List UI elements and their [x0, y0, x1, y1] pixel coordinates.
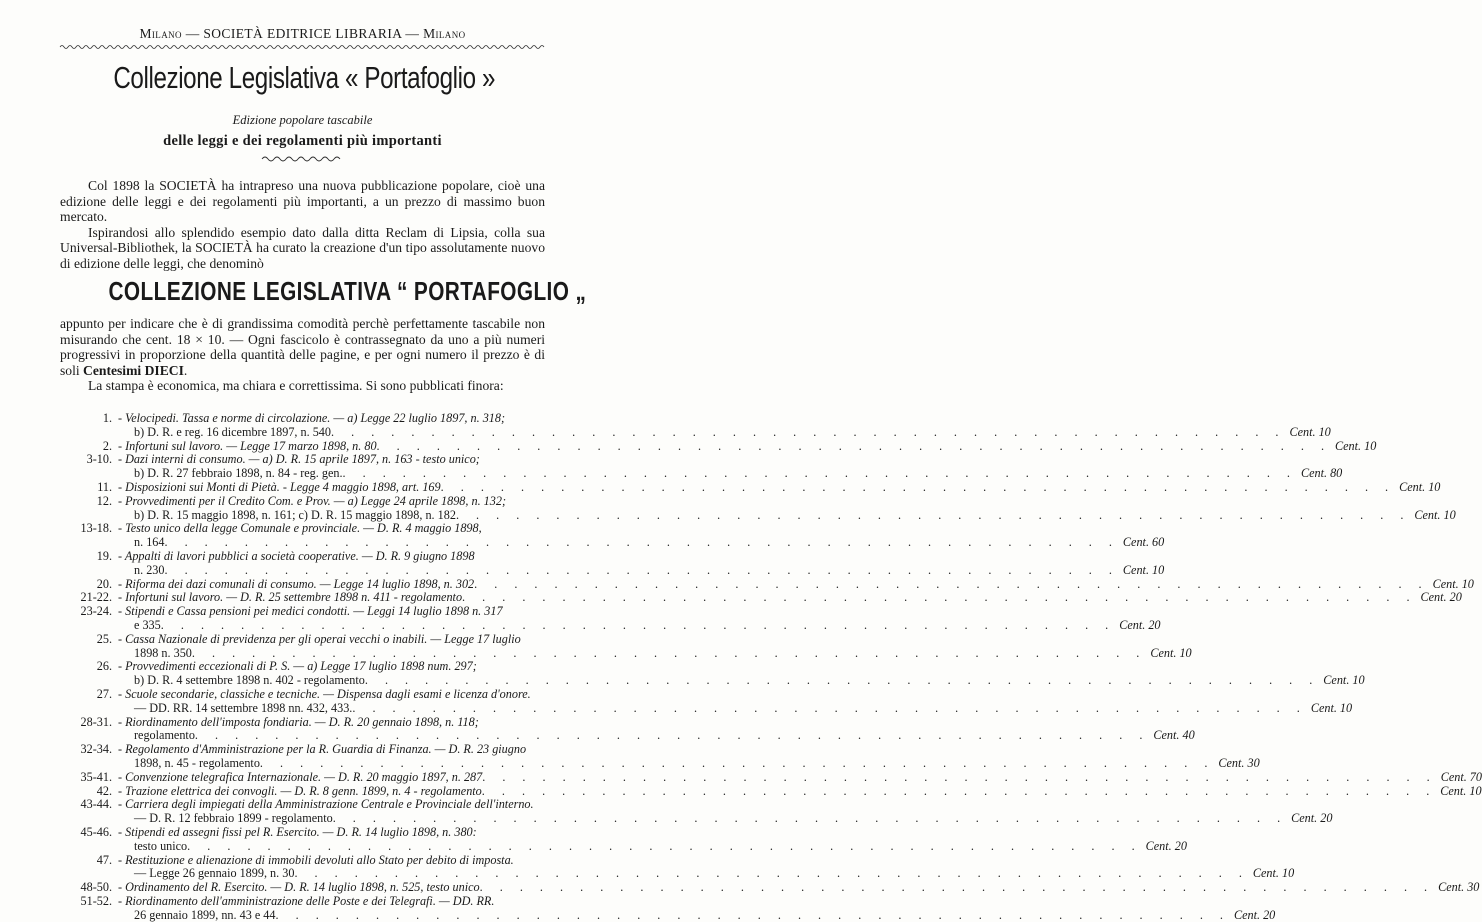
dot-leader: . . . . . . . . . . . . . . . . . . . . . . . . . . . . . . . . . . . . . . . . . . . . . . . . — [187, 838, 1142, 853]
item-detail: b) D. R. 4 settembre 1898 n. 402 - regolamento — [134, 673, 365, 688]
dot-leader: . . . . . . . . . . . . . . . . . . . . . . . . . . . . . . . . . . . . . . . . . . . . . . . . — [331, 424, 1286, 439]
item-number — [60, 840, 118, 854]
item-price: Cent. 40 — [1153, 728, 1195, 743]
dot-leader: . . . . . . . . . . . . . . . . . . . . . . . . . . . . . . . . . . . . . . . . . . . . . . . . — [164, 562, 1119, 577]
item-number — [60, 757, 118, 771]
dot-leader: . . . . . . . . . . . . . . . . . . . . . . . . . . . . . . . . . . . . . . . . . . . . . . . . — [364, 673, 1320, 688]
list-item — [60, 880, 1480, 895]
item-detail: 26 gennaio 1899, nn. 43 e 44 — [134, 907, 276, 922]
item-detail: - Infortuni sul lavoro. — D. R. 25 settembre 1898 n. 411 - regolamento — [118, 590, 463, 605]
item-number: 23-24. — [80, 604, 112, 619]
list-item — [60, 686, 1353, 716]
item-number: 45-46. — [80, 824, 112, 839]
item-detail: — DD. RR. 14 settembre 1898 nn. 432, 433. — [134, 700, 353, 715]
dot-leader: . . . . . . . . . . . . . . . . . . . . . . . . . . . . . . . . . . . . . . . . . . . . . . . . — [191, 645, 1147, 660]
dot-leader: . . . . . . . . . . . . . . . . . . . . . . . . . . . . . . . . . . . . . . . . . . . . . . . . — [332, 811, 1288, 826]
item-number: 1. — [102, 411, 112, 425]
item-detail: e 335 — [134, 617, 161, 632]
item-title: - Stipendi ed assegni fissi pel R. Esercito. — D. R. 14 luglio 1898, n. 380: — [118, 824, 477, 839]
header-city-left: Milano — [139, 26, 182, 41]
dot-leader: . . . . . . . . . . . . . . . . . . . . . . . . . . . . . . . . . . . . . . . . . . . . . . . . — [275, 907, 1230, 922]
list-item — [60, 742, 1260, 771]
wavy-rule — [60, 44, 545, 50]
list-item — [60, 852, 1295, 882]
item-number: 21-22. — [80, 590, 112, 605]
dot-leader: . . . . . . . . . . . . . . . . . . . . . . . . . . . . . . . . . . . . . . . . . . . . . . . . — [259, 755, 1215, 770]
item-detail: b) D. R. 15 maggio 1898, n. 161; c) D. R. 15 maggio 1898, n. 182 — [134, 507, 456, 522]
item-detail: - Convenzione telegrafica Internazionale. — D. R. 20 maggio 1897, n. 287 — [118, 769, 483, 784]
item-price: Cent. 30 — [1438, 880, 1480, 895]
collection-big-title: COLLEZIONE LEGISLATIVA “ PORTAFOGLIO „ — [108, 276, 587, 306]
item-number — [60, 729, 118, 743]
item-price: Cent. 10 — [1432, 576, 1474, 591]
item-price: Cent. 10 — [1150, 645, 1192, 660]
item-number: 42. — [96, 783, 112, 798]
item-detail: - Disposizioni sui Monti di Pietà. - Legge 4 maggio 1898, art. 169 — [118, 479, 441, 494]
dot-leader: . . . . . . . . . . . . . . . . . . . . . . . . . . . . . . . . . . . . . . . . . . . . . . . . — [455, 507, 1411, 522]
dot-leader: . . . . . . . . . . . . . . . . . . . . . . . . . . . . . . . . . . . . . . . . . . . . . . . . — [479, 880, 1435, 895]
item-price: Cent. 80 — [1300, 466, 1343, 481]
item-number — [60, 647, 118, 661]
item-title: - Velocipedi. Tassa e norme di circolazione. — a) Legge 22 luglio 1897, n. 318; — [118, 411, 506, 425]
item-detail: 1898, n. 45 - regolamento — [134, 755, 260, 770]
item-price: Cent. 60 — [1122, 535, 1165, 550]
item-price: Cent. 20 — [1291, 811, 1333, 826]
item-title: - Provvedimenti per il Credito Com. e Prov. — a) Legge 24 aprile 1898, n. 132; — [118, 493, 507, 508]
list-item — [60, 590, 1462, 605]
item-number: 26. — [96, 659, 112, 674]
list-item — [60, 438, 1377, 454]
item-price: Cent. 20 — [1420, 590, 1462, 605]
item-title: - Riordinamento dell'amministrazione delle Poste e dei Telegrafi. — DD. RR. — [118, 893, 495, 908]
swash-ornament — [262, 155, 342, 163]
dot-leader: . . . . . . . . . . . . . . . . . . . . . . . . . . . . . . . . . . . . . . . . . . . . . . . . — [160, 617, 1116, 632]
item-title: - Provvedimenti eccezionali di P. S. — a) Legge 17 luglio 1898 num. 297; — [118, 659, 477, 674]
item-number — [60, 619, 118, 633]
item-number: 25. — [96, 631, 112, 646]
item-number — [60, 509, 118, 523]
list-item — [60, 493, 1456, 523]
item-title: - Dazi interni di consumo. — a) D. R. 15 aprile 1897, n. 163 - testo unico; — [118, 452, 480, 467]
item-price: Cent. 10 — [1122, 562, 1165, 577]
item-number: 20. — [96, 576, 112, 591]
item-number: 12. — [96, 493, 112, 508]
laws-subtitle: delle leggi e dei regolamenti più importanti — [163, 133, 442, 149]
list-item — [60, 797, 1333, 826]
item-number: 2. — [102, 438, 112, 453]
item-price: Cent. 10 — [1310, 700, 1353, 715]
dot-leader: . . . . . . . . . . . . . . . . . . . . . . . . . . . . . . . . . . . . . . . . . . . . . . . . — [481, 783, 1437, 798]
list-item — [60, 604, 1161, 633]
item-number: 32-34. — [80, 742, 112, 757]
item-price: Cent. 20 — [1233, 907, 1276, 922]
item-price: Cent. 10 — [1414, 507, 1456, 522]
intro-paragraph-2: Ispirandosi allo splendido esempio dato dalla ditta Reclam di Lipsia, colla sua Universal-Bibliothek, la SOCIETÀ ha curato la creazione d'un tipo assolutamente nuovo di edizione delle leggi, che denominò — [60, 224, 545, 271]
dot-leader: . . . . . . . . . . . . . . . . . . . . . . . . . . . . . . . . . . . . . . . . . . . . . . . . — [342, 466, 1297, 481]
list-item — [60, 769, 1482, 785]
item-number: 51-52. — [80, 893, 112, 908]
dot-leader: . . . . . . . . . . . . . . . . . . . . . . . . . . . . . . . . . . . . . . . . . . . . . . . . — [194, 728, 1150, 743]
list-item — [60, 411, 1331, 440]
item-detail: n. 230 — [134, 562, 165, 577]
publications-list — [60, 411, 1482, 922]
dot-leader: . . . . . . . . . . . . . . . . . . . . . . . . . . . . . . . . . . . . . . . . . . . . . . . . — [474, 576, 1429, 591]
item-detail: - Infortuni sul lavoro. — Legge 17 marzo 1898, n. 80 — [118, 438, 377, 453]
item-number: 35-41. — [80, 769, 112, 784]
description-text: appunto per indicare che è di grandissima comodità perchè perfettamente tascabile non misurando che cent. 18 × 10. — Ogni fascicolo è contrassegnato da uno a più numeri progressivi in proporzione della quantità delle pagine, e per ogni numero il prezzo è di soli — [60, 316, 545, 378]
list-item — [60, 783, 1482, 799]
item-title: - Scuole secondarie, classiche e tecniche. — Dispensa dagli esami e licenza d'onore. — [118, 686, 531, 701]
item-detail: - Trazione elettrica dei convogli. — D. R. 8 genn. 1899, n. 4 - regolamento — [118, 783, 482, 798]
item-number — [60, 426, 118, 440]
item-price: Cent. 30 — [1218, 755, 1260, 770]
dot-leader: . . . . . . . . . . . . . . . . . . . . . . . . . . . . . . . . . . . . . . . . . . . . . . . . — [164, 535, 1119, 550]
description-paragraphs — [60, 316, 545, 394]
item-detail: — D. R. 12 febbraio 1899 - regolamento — [134, 811, 333, 826]
item-number: 3-10. — [86, 452, 112, 467]
item-detail: — Legge 26 gennaio 1899, n. 30 — [134, 866, 295, 881]
item-number — [60, 867, 118, 881]
item-number: 43-44. — [80, 797, 112, 812]
dot-leader: . . . . . . . . . . . . . . . . . . . . . . . . . . . . . . . . . . . . . . . . . . . . . . . . — [294, 866, 1249, 881]
item-title: - Appalti di lavori pubblici a società cooperative. — D. R. 9 giugno 1898 — [118, 548, 475, 563]
intro-paragraphs — [60, 178, 545, 272]
edition-subtitle: Edizione popolare tascabile — [232, 113, 373, 127]
item-title: - Stipendi e Cassa pensioni pei medici condotti. — Leggi 14 luglio 1898 n. 317 — [118, 604, 503, 619]
item-number — [60, 564, 118, 578]
list-item — [60, 659, 1365, 688]
dot-leader: . . . . . . . . . . . . . . . . . . . . . . . . . . . . . . . . . . . . . . . . . . . . . . . . — [440, 479, 1396, 494]
item-detail: 1898 n. 350 — [134, 645, 192, 660]
item-detail: testo unico — [134, 838, 188, 853]
header-publisher: SOCIETÀ EDITRICE LIBRARIA — [203, 26, 402, 41]
price-emphasis: Centesimi DIECI — [83, 362, 184, 378]
list-item — [60, 893, 1276, 922]
dot-leader: . . . . . . . . . . . . . . . . . . . . . . . . . . . . . . . . . . . . . . . . . . . . . . . . — [376, 438, 1331, 453]
item-number: 28-31. — [80, 714, 112, 729]
item-title: - Restituzione e alienazione di immobili devoluti allo Stato per debito di imposta. — [118, 852, 514, 867]
item-price: Cent. 10 — [1289, 424, 1331, 439]
item-number — [60, 674, 118, 688]
list-item — [60, 714, 1195, 744]
item-detail: regolamento — [134, 728, 195, 743]
item-title: - Regolamento d'Amministrazione per la R. Guardia di Finanza. — D. R. 23 giugno — [118, 742, 527, 757]
header-city-right: Milano — [423, 26, 466, 41]
item-detail: b) D. R. 27 febbraio 1898, n. 84 - reg. gen. — [134, 466, 343, 481]
dot-leader: . . . . . . . . . . . . . . . . . . . . . . . . . . . . . . . . . . . . . . . . . . . . . . . . — [462, 590, 1417, 605]
description-paragraph — [60, 316, 545, 378]
dot-leader: . . . . . . . . . . . . . . . . . . . . . . . . . . . . . . . . . . . . . . . . . . . . . . . . — [482, 769, 1437, 784]
list-item — [60, 631, 1192, 661]
item-price: Cent. 10 — [1323, 673, 1365, 688]
item-price: Cent. 10 — [1335, 438, 1377, 453]
item-price: Cent. 70 — [1440, 769, 1482, 784]
item-price: Cent. 10 — [1399, 479, 1441, 494]
header-sep: — — [185, 26, 200, 41]
list-item — [60, 452, 1343, 481]
dot-leader: . . . . . . . . . . . . . . . . . . . . . . . . . . . . . . . . . . . . . . . . . . . . . . . . — [352, 700, 1307, 715]
item-number: 11. — [97, 479, 112, 494]
item-number — [60, 909, 118, 922]
item-number — [60, 467, 118, 481]
item-detail: b) D. R. e reg. 16 dicembre 1897, n. 540 — [134, 424, 331, 439]
header-sep: — — [405, 26, 420, 41]
item-price: Cent. 20 — [1145, 838, 1187, 853]
publisher-header — [60, 26, 545, 42]
item-number: 13-18. — [80, 521, 112, 536]
intro-paragraph-1: Col 1898 la SOCIETÀ ha intrapreso una nuova pubblicazione popolare, cioè una edizione delle leggi e dei regolamenti più importanti, a un prezzo di massimo buon mercato. — [60, 178, 545, 225]
list-item — [60, 479, 1441, 495]
item-detail: - Ordinamento del R. Esercito. — D. R. 14 luglio 1898, n. 525, testo unico — [118, 880, 480, 895]
item-title: - Testo unico della legge Comunale e provinciale. — D. R. 4 maggio 1898, — [118, 521, 482, 536]
item-price: Cent. 20 — [1119, 617, 1161, 632]
item-number — [60, 536, 118, 550]
item-detail: n. 164 — [134, 535, 165, 550]
collection-title: Collezione Legislativa « Portafoglio » — [113, 60, 496, 95]
list-item — [60, 576, 1474, 592]
description-end: . — [183, 362, 188, 378]
list-item — [60, 824, 1187, 854]
item-number — [60, 702, 118, 716]
item-detail: - Riforma dei dazi comunali di consumo. — Legge 14 luglio 1898, n. 302 — [118, 576, 475, 591]
item-number: 27. — [96, 686, 112, 701]
item-title: - Carriera degli impiegati della Amministrazione Centrale e Provinciale dell'interno. — [118, 797, 534, 812]
item-number: 19. — [96, 548, 112, 563]
item-number: 48-50. — [80, 880, 112, 895]
item-price: Cent. 10 — [1252, 866, 1295, 881]
item-number — [60, 812, 118, 826]
item-title: - Riordinamento dell'imposta fondiaria. — D. R. 20 gennaio 1898, n. 118; — [118, 714, 479, 729]
published-intro: La stampa è economica, ma chiara e correttissima. Si sono pubblicati finora: — [88, 378, 504, 394]
item-price: Cent. 10 — [1440, 783, 1482, 798]
item-title: - Cassa Nazionale di previdenza per gli operai vecchi o inabili. — Legge 17 luglio — [118, 631, 521, 646]
list-item — [60, 521, 1165, 550]
item-number: 47. — [96, 852, 112, 867]
list-item — [60, 548, 1165, 578]
